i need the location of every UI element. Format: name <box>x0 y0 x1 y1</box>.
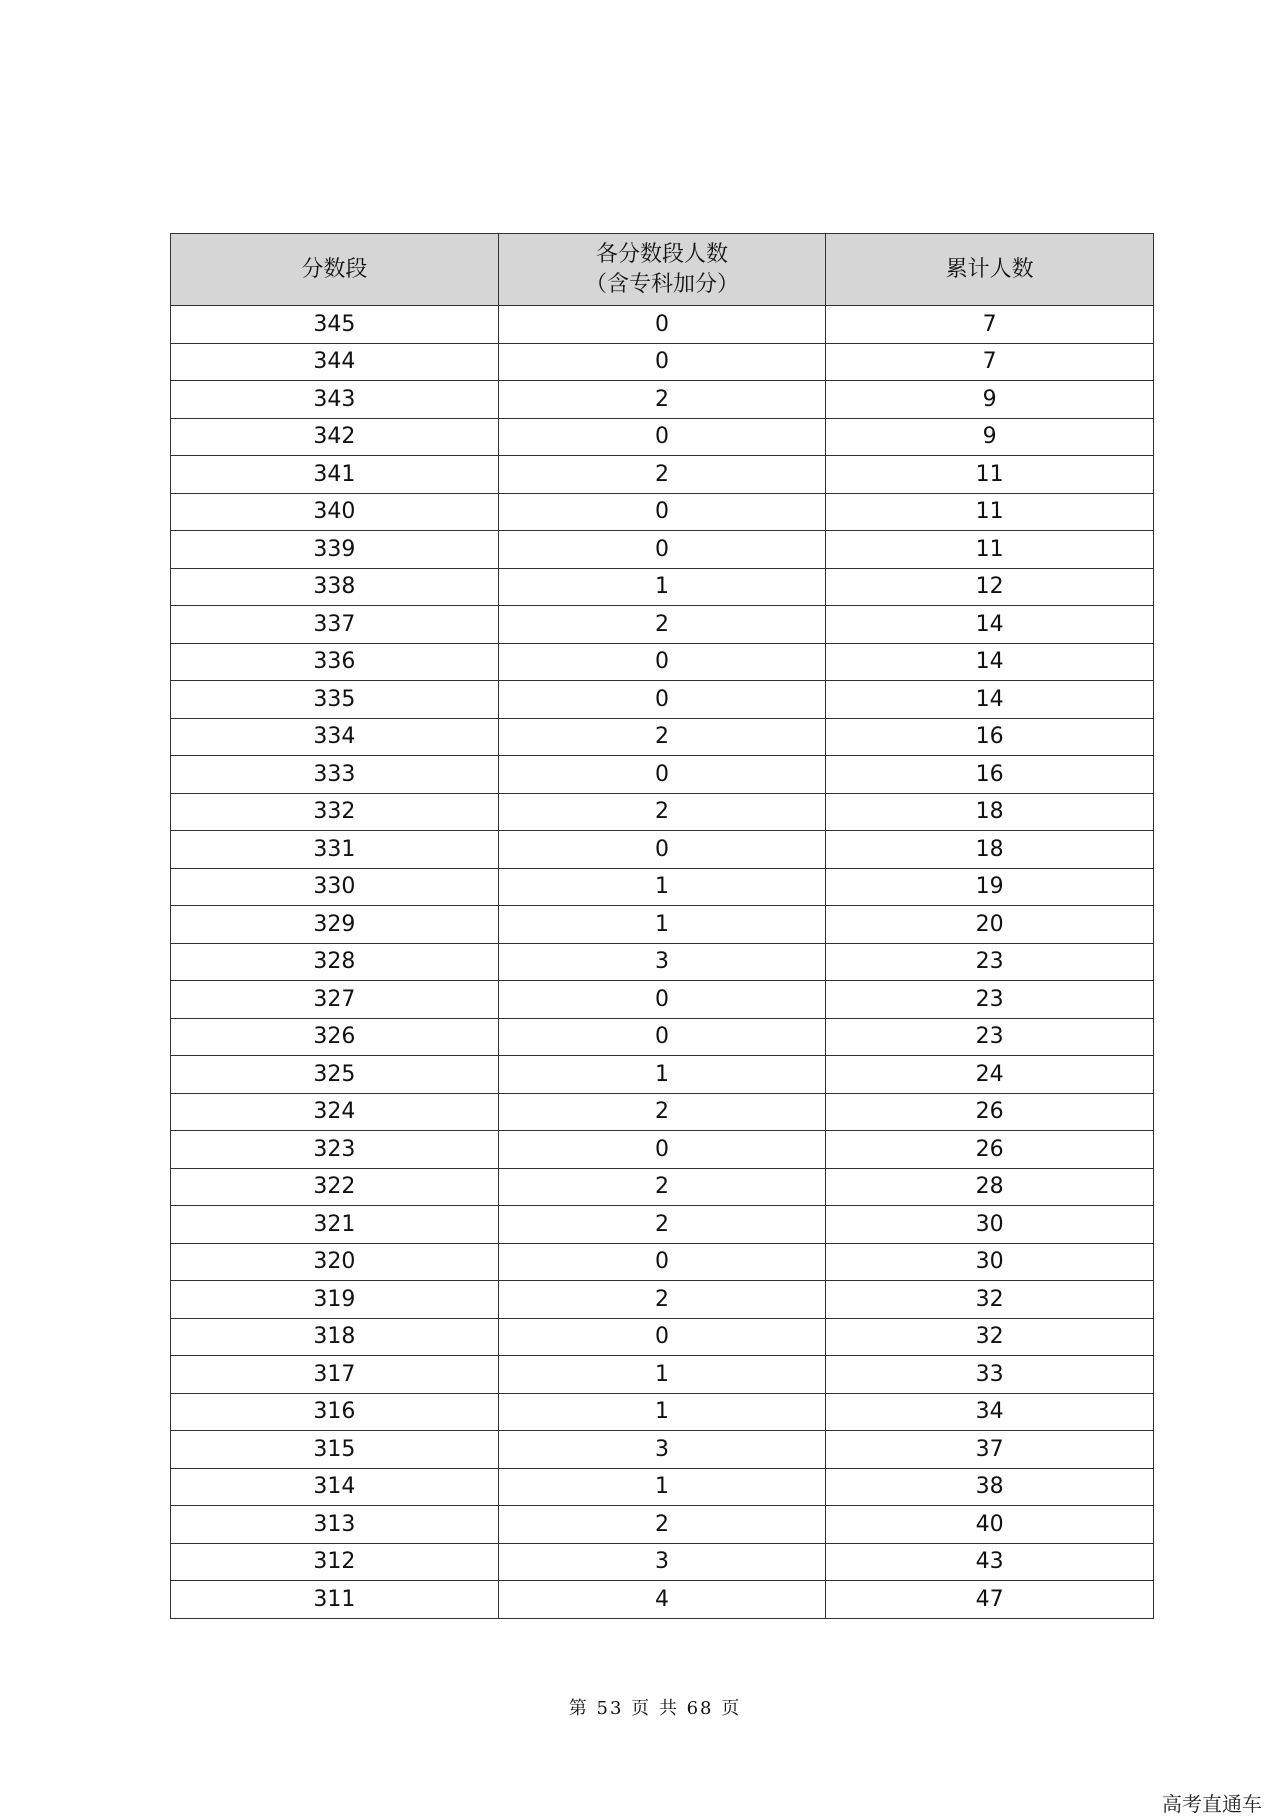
cumulative-cell: 33 <box>826 1356 1154 1394</box>
count-cell: 0 <box>498 1243 826 1281</box>
cumulative-cell: 14 <box>826 606 1154 644</box>
cumulative-cell: 32 <box>826 1318 1154 1356</box>
count-cell: 0 <box>498 981 826 1019</box>
count-cell: 2 <box>498 718 826 756</box>
count-cell: 1 <box>498 568 826 606</box>
count-cell: 2 <box>498 606 826 644</box>
score-cell: 326 <box>171 1018 499 1056</box>
count-cell: 0 <box>498 1131 826 1169</box>
table-row <box>171 1543 1154 1581</box>
count-cell: 2 <box>498 381 826 419</box>
score-cell: 327 <box>171 981 499 1019</box>
count-cell: 1 <box>498 1056 826 1094</box>
score-cell: 311 <box>171 1581 499 1619</box>
count-cell: 0 <box>498 643 826 681</box>
table-row <box>171 1581 1154 1619</box>
count-cell: 0 <box>498 1018 826 1056</box>
cumulative-cell: 23 <box>826 943 1154 981</box>
table-row <box>171 1318 1154 1356</box>
score-cell: 319 <box>171 1281 499 1319</box>
count-cell: 4 <box>498 1581 826 1619</box>
cumulative-cell: 43 <box>826 1543 1154 1581</box>
cumulative-cell: 19 <box>826 868 1154 906</box>
score-cell: 331 <box>171 831 499 869</box>
score-cell: 317 <box>171 1356 499 1394</box>
table-row <box>171 1206 1154 1244</box>
cumulative-cell: 14 <box>826 681 1154 719</box>
header-score-label: 分数段 <box>301 256 368 282</box>
table-row <box>171 1243 1154 1281</box>
cumulative-cell: 23 <box>826 1018 1154 1056</box>
count-cell: 0 <box>498 1318 826 1356</box>
cumulative-cell: 9 <box>826 381 1154 419</box>
table-row <box>171 1468 1154 1506</box>
cumulative-cell: 30 <box>826 1243 1154 1281</box>
count-cell: 2 <box>498 1506 826 1544</box>
cumulative-cell: 11 <box>826 456 1154 494</box>
cumulative-cell: 32 <box>826 1281 1154 1319</box>
table-row <box>171 681 1154 719</box>
table-row <box>171 1018 1154 1056</box>
table-row <box>171 1393 1154 1431</box>
cumulative-cell: 47 <box>826 1581 1154 1619</box>
count-cell: 0 <box>498 681 826 719</box>
cumulative-cell: 18 <box>826 831 1154 869</box>
score-cell: 344 <box>171 343 499 381</box>
count-cell: 0 <box>498 306 826 344</box>
cumulative-cell: 23 <box>826 981 1154 1019</box>
table-body <box>171 306 1154 1619</box>
cumulative-cell: 28 <box>826 1168 1154 1206</box>
count-cell: 0 <box>498 418 826 456</box>
score-cell: 329 <box>171 906 499 944</box>
score-cell: 323 <box>171 1131 499 1169</box>
cumulative-cell: 34 <box>826 1393 1154 1431</box>
header-row <box>171 234 1154 306</box>
table-row <box>171 1093 1154 1131</box>
count-cell: 1 <box>498 906 826 944</box>
score-cell: 343 <box>171 381 499 419</box>
cumulative-cell: 11 <box>826 531 1154 569</box>
cumulative-cell: 40 <box>826 1506 1154 1544</box>
cumulative-cell: 20 <box>826 906 1154 944</box>
count-cell: 2 <box>498 1093 826 1131</box>
score-cell: 341 <box>171 456 499 494</box>
table-row <box>171 1281 1154 1319</box>
score-cell: 336 <box>171 643 499 681</box>
watermark: 高考直通车 <box>1162 1792 1262 1816</box>
cumulative-cell: 38 <box>826 1468 1154 1506</box>
table-row <box>171 493 1154 531</box>
table-row <box>171 793 1154 831</box>
table-row <box>171 418 1154 456</box>
count-cell: 2 <box>498 1206 826 1244</box>
cumulative-cell: 16 <box>826 718 1154 756</box>
count-cell: 0 <box>498 756 826 794</box>
score-cell: 328 <box>171 943 499 981</box>
table-row <box>171 718 1154 756</box>
score-cell: 324 <box>171 1093 499 1131</box>
header-cumulative-label: 累计人数 <box>945 256 1034 282</box>
table-row <box>171 1131 1154 1169</box>
table-row <box>171 1356 1154 1394</box>
count-cell: 2 <box>498 456 826 494</box>
count-cell: 0 <box>498 531 826 569</box>
score-cell: 338 <box>171 568 499 606</box>
score-cell: 342 <box>171 418 499 456</box>
count-cell: 3 <box>498 1543 826 1581</box>
table-row <box>171 343 1154 381</box>
cumulative-cell: 9 <box>826 418 1154 456</box>
score-cell: 321 <box>171 1206 499 1244</box>
cumulative-cell: 26 <box>826 1131 1154 1169</box>
table-row <box>171 568 1154 606</box>
table-row <box>171 1056 1154 1094</box>
score-cell: 325 <box>171 1056 499 1094</box>
table-row <box>171 868 1154 906</box>
table-row <box>171 981 1154 1019</box>
cumulative-cell: 16 <box>826 756 1154 794</box>
cumulative-cell: 7 <box>826 306 1154 344</box>
score-cell: 320 <box>171 1243 499 1281</box>
count-cell: 0 <box>498 493 826 531</box>
table-row <box>171 456 1154 494</box>
count-cell: 0 <box>498 343 826 381</box>
score-cell: 318 <box>171 1318 499 1356</box>
score-cell: 345 <box>171 306 499 344</box>
score-cell: 335 <box>171 681 499 719</box>
table-row <box>171 943 1154 981</box>
table-row <box>171 756 1154 794</box>
score-cell: 315 <box>171 1431 499 1469</box>
score-cell: 312 <box>171 1543 499 1581</box>
score-cell: 332 <box>171 793 499 831</box>
cumulative-cell: 12 <box>826 568 1154 606</box>
count-cell: 1 <box>498 1356 826 1394</box>
count-cell: 2 <box>498 1281 826 1319</box>
header-score <box>171 234 499 306</box>
score-cell: 316 <box>171 1393 499 1431</box>
header-count-line1: 各分数段人数 <box>595 241 728 267</box>
header-count <box>498 234 826 306</box>
score-cell: 334 <box>171 718 499 756</box>
count-cell: 1 <box>498 1393 826 1431</box>
table-row <box>171 531 1154 569</box>
score-cell: 314 <box>171 1468 499 1506</box>
table-row <box>171 606 1154 644</box>
count-cell: 0 <box>498 831 826 869</box>
cumulative-cell: 7 <box>826 343 1154 381</box>
count-cell: 1 <box>498 868 826 906</box>
page-footer: 第 53 页 共 68 页 <box>568 1698 742 1719</box>
cumulative-cell: 14 <box>826 643 1154 681</box>
cumulative-cell: 24 <box>826 1056 1154 1094</box>
header-count-line2: （含专科加分） <box>584 271 739 297</box>
score-cell: 330 <box>171 868 499 906</box>
count-cell: 2 <box>498 1168 826 1206</box>
count-cell: 3 <box>498 943 826 981</box>
cumulative-cell: 30 <box>826 1206 1154 1244</box>
cumulative-cell: 11 <box>826 493 1154 531</box>
cumulative-cell: 26 <box>826 1093 1154 1131</box>
header-cumulative <box>826 234 1154 306</box>
cumulative-cell: 37 <box>826 1431 1154 1469</box>
table-row <box>171 1506 1154 1544</box>
table-row <box>171 831 1154 869</box>
table-header <box>171 234 1154 306</box>
table-row <box>171 643 1154 681</box>
score-cell: 313 <box>171 1506 499 1544</box>
count-cell: 2 <box>498 793 826 831</box>
score-table <box>170 233 1154 1619</box>
cumulative-cell: 18 <box>826 793 1154 831</box>
score-cell: 339 <box>171 531 499 569</box>
table-row <box>171 306 1154 344</box>
score-cell: 322 <box>171 1168 499 1206</box>
count-cell: 1 <box>498 1468 826 1506</box>
table-row <box>171 381 1154 419</box>
score-cell: 333 <box>171 756 499 794</box>
table-row <box>171 1168 1154 1206</box>
score-cell: 337 <box>171 606 499 644</box>
score-cell: 340 <box>171 493 499 531</box>
count-cell: 3 <box>498 1431 826 1469</box>
table-row <box>171 1431 1154 1469</box>
table-row <box>171 906 1154 944</box>
